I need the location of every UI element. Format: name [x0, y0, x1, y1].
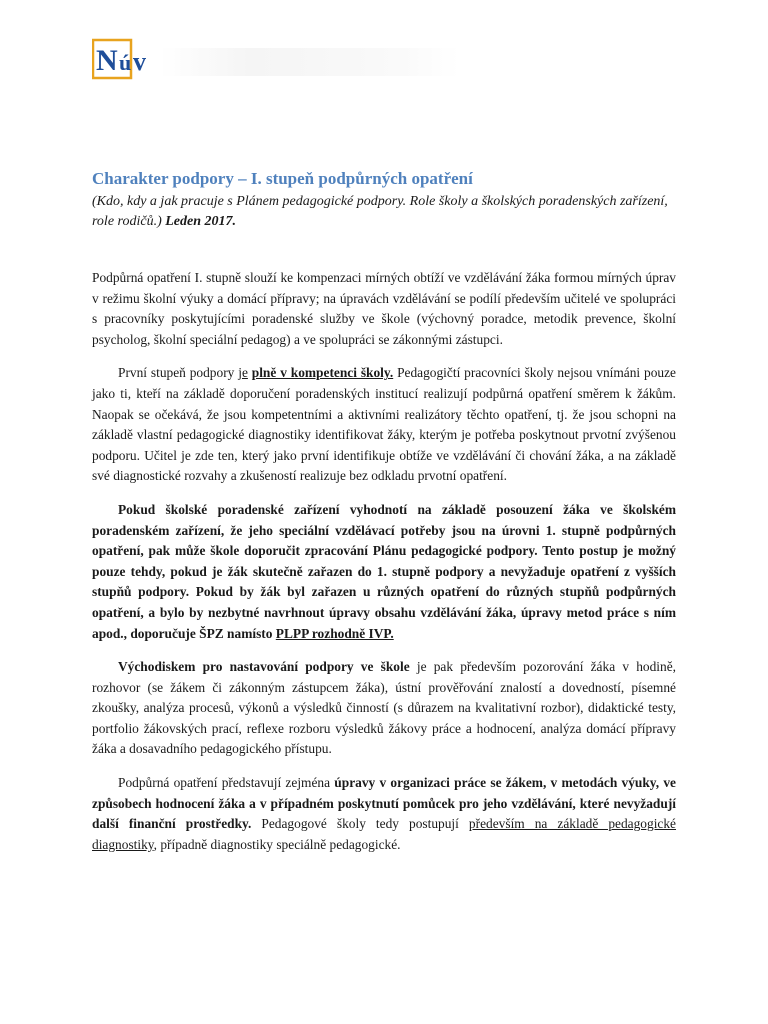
paragraph-4	[92, 657, 676, 760]
svg-text:N: N	[96, 44, 118, 77]
p3-bold-underlined: PLPP rozhodně IVP.	[275, 625, 394, 641]
p4-text: je pak především pozorování žáka v hodině, rozhovor (se žákem či zákonným zástupcem žáka), ústní prověřování znalostí a dovedností, písemné zkoušky, analýza procesů, výkonů a výsledků činností (s důrazem na kvalitativní rozbor), didaktické testy, portfolio žákovských prací, reflexe rozboru výsledků žákovy práce a hodnocení, analýza domácí přípravy žáka a dosavadního pedagogického přístupu.	[92, 659, 676, 757]
paragraph-5	[92, 773, 676, 855]
svg-text:ú: ú	[119, 50, 132, 75]
paragraph-2	[92, 363, 676, 487]
p5-bold-text: úpravy v organizaci práce se žákem, v metodách výuky, ve způsobech hodnocení žáka a v případném poskytnutí pomůcek pro jeho vzdělávání, které nevyžadují další finanční prostředky.	[92, 775, 676, 832]
svg-text:v: v	[133, 47, 146, 76]
header-band	[160, 48, 460, 76]
p5-text-e: , případně diagnostiky speciálně pedagogické.	[153, 836, 401, 852]
p4-bold-text: Východiskem pro nastavování podpory ve škole	[118, 659, 410, 675]
subtitle-date: Leden 2017.	[165, 214, 236, 229]
nuv-logo	[92, 37, 154, 81]
document-subtitle	[92, 192, 688, 232]
p2-text-a: První stupeň podpory	[118, 365, 239, 381]
paragraph-3	[92, 500, 676, 644]
document-title: Charakter podpory – I. stupeň podpůrných opatření	[92, 169, 473, 188]
subtitle-text: (Kdo, kdy a jak pracuje s Plánem pedagogické podpory. Role školy a školských poradenských zařízení, role rodičů.)	[92, 194, 668, 229]
p5-underlined: především na základě pedagogické diagnostiky	[92, 816, 677, 852]
document-body	[92, 268, 676, 868]
p2-underlined-je: je	[238, 365, 248, 381]
p2-bold-underlined: plně v kompetenci školy.	[251, 365, 394, 381]
p5-text-a: Podpůrná opatření představují zejména	[118, 775, 335, 791]
paragraph-1: Podpůrná opatření I. stupně slouží ke kompenzaci mírných obtíží ve vzdělávání žáka formou mírných úprav v režimu školní výuky a domácí přípravy; na úpravách vzdělávání se podílí především učitelé ve spolupráci s pracovníky poskytujícími poradenské služby ve škole (výchovný poradce, metodik prevence, školní psycholog, školní speciální pedagog) a ve spolupráci se zákonnými zástupci.	[92, 270, 676, 347]
p3-bold-text: Pokud školské poradenské zařízení vyhodnotí na základě posouzení žáka ve školském poradenském zařízení, že jeho speciální vzdělávací potřeby jsou na úrovni 1. stupně podpůrných opatření, pak může škole doporučit zpracování Plánu pedagogické podpory. Tento postup je možný pouze tehdy, pokud je žák skutečně zařazen do 1. stupně podpory a nevyžaduje opatření z vyšších stupňů podpory. Pokud by žák byl zařazen u různých opatření do různých stupňů podpůrných opatření, a bylo by nezbytné navrhnout úpravy obsahu vzdělávání žáka, úpravy metod práce s ním apod., doporučuje ŠPZ namísto	[92, 501, 676, 641]
p2-text-e: Pedagogičtí pracovníci školy nejsou vnímáni pouze jako ti, kteří na základě doporučení poradenských institucí realizují podpůrná opatření směrem k žákům. Naopak se očekává, že jsou kompetentními a aktivními realizátory těchto opatření, tj. že jsou schopni na základě vlastní pedagogické diagnostiky identifikovat žáky, kterým je potřeba poskytnout prvotní zvýšenou podporu. Učitel je zde ten, který jako první identifikuje obtíže ve vzdělávání či chování žáka, a na základě své diagnostické rozvahy a zkušeností realizuje bez odkladu prvotní opatření.	[92, 365, 676, 484]
p5-text-c: Pedagogové školy tedy postupují	[251, 816, 469, 832]
